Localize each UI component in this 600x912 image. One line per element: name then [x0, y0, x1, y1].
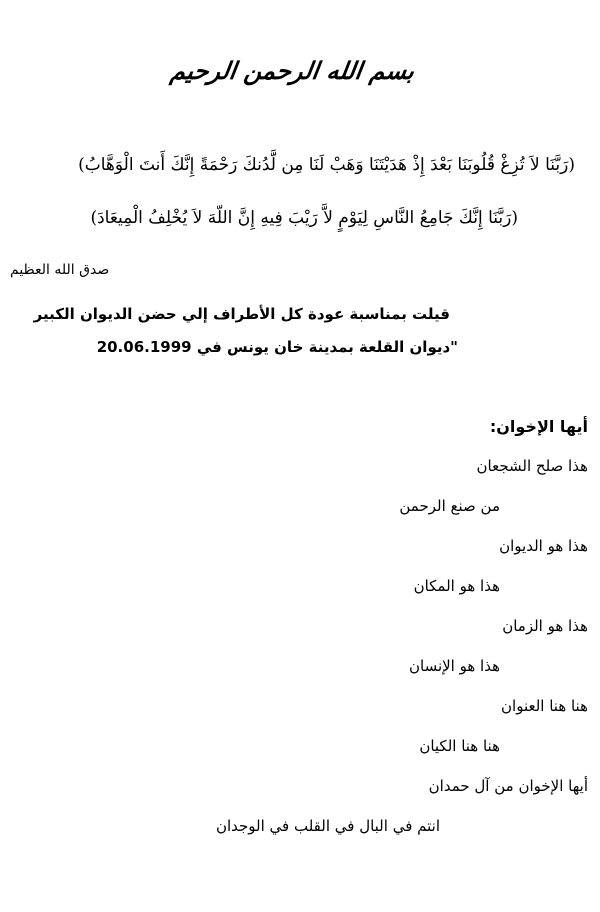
poem-line: هنا هنا الكيان	[419, 737, 500, 755]
poem-line: هذا هو الزمان	[502, 617, 588, 635]
poem-line: هذا صلح الشجعان	[476, 457, 588, 475]
poem-line: هذا هو المكان	[413, 577, 500, 595]
poem-heading: أيها الإخوان:	[489, 417, 588, 436]
closing-phrase-text: صدق الله العظيم	[10, 262, 110, 278]
occasion-venue-date: "ديوان القلعة بمدينة خان يونس في 20.06.1999	[96, 338, 458, 356]
poem-line: هذا هو الإنسان	[408, 657, 500, 675]
poem-line: أيها الإخوان من آل حمدان	[428, 777, 588, 795]
occasion-title: قيلت بمناسبة عودة كل الأطراف إلي حضن الديوان الكبير	[33, 305, 450, 323]
basmala-calligraphy: بسم الله الرحمن الرحيم	[168, 55, 417, 85]
quran-verse-2: (رَبَّنَا إِنَّكَ جَامِعُ النَّاسِ لِيَوْمٍ لاَّ رَيْبَ فِيهِ إِنَّ اللّهَ لاَ يُخْلِفُ الْمِيعَادَ)	[90, 208, 518, 228]
poem-line: هذا هو الديوان	[499, 537, 588, 555]
poem-line: انتم في البال في القلب في الوجدان	[215, 817, 440, 835]
quran-verse-1: (رَبَّنَا لاَ تُزِغْ قُلُوبَنَا بَعْدَ إِذْ هَدَيْتَنَا وَهَبْ لَنَا مِن لَّدُنكَ رَحْمَةً إِنَّكَ أَنتَ الْوَهَّابُ)	[78, 155, 575, 175]
closing-phrase	[10, 262, 130, 278]
poem-line: هنا هنا العنوان	[501, 697, 588, 715]
poem-line: من صنع الرحمن	[399, 497, 500, 515]
